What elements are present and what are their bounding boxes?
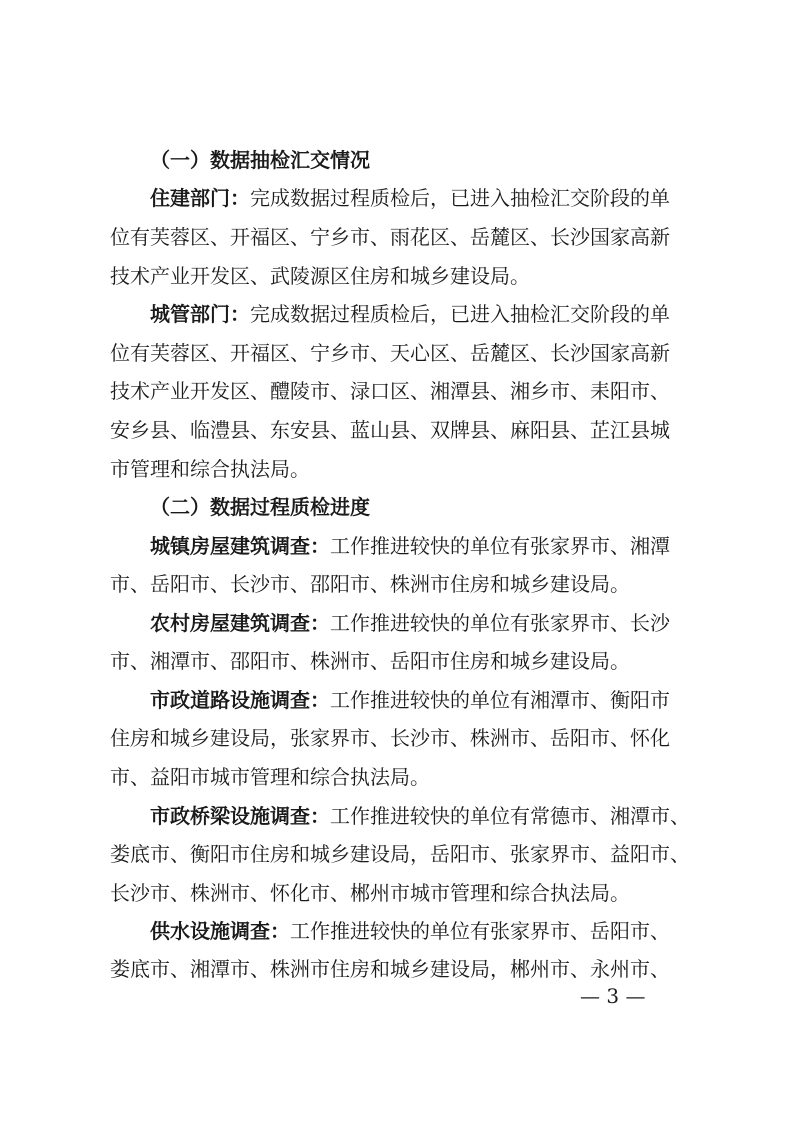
paragraph-text: 工作推进较快的单位有张家界市、岳阳市、	[290, 919, 670, 943]
paragraph-line: 位有芙蓉区、开福区、宁乡市、雨花区、岳麓区、长沙国家高新	[110, 225, 670, 249]
paragraph-label: 住建部门：	[150, 186, 250, 210]
paragraph-line: 位有芙蓉区、开福区、宁乡市、天心区、岳麓区、长沙国家高新	[110, 341, 670, 365]
paragraph-line: 娄底市、湘潭市、株洲市住房和城乡建设局，郴州市、永州市、	[110, 957, 670, 981]
paragraph-line: 市、湘潭市、邵阳市、株洲市、岳阳市住房和城乡建设局。	[110, 649, 630, 673]
paragraph-text: 完成数据过程质检后，已进入抽检汇交阶段的单	[250, 302, 670, 326]
paragraph-label: 供水设施调查：	[150, 919, 290, 943]
paragraph-text: 工作推进较快的单位有常德市、湘潭市、	[330, 804, 690, 828]
paragraph-line	[150, 532, 670, 560]
paragraph-text: 工作推进较快的单位有张家界市、湘潭	[330, 534, 670, 558]
section-heading-2: （二）数据过程质检进度	[150, 495, 370, 519]
paragraph-line: 市、益阳市城市管理和综合执法局。	[110, 765, 430, 789]
paragraph-line: 市管理和综合执法局。	[110, 457, 310, 481]
paragraph-line	[150, 300, 670, 328]
page-number: — 3 —	[580, 984, 646, 1008]
paragraph-text: 工作推进较快的单位有张家界市、长沙	[330, 611, 670, 635]
paragraph-line	[150, 609, 670, 637]
paragraph-label: 城管部门：	[150, 302, 250, 326]
paragraph-line	[150, 686, 670, 714]
paragraph-line: 长沙市、株洲市、怀化市、郴州市城市管理和综合执法局。	[110, 881, 630, 905]
paragraph-line	[150, 917, 670, 945]
paragraph-line: 技术产业开发区、醴陵市、渌口区、湘潭县、湘乡市、耒阳市、	[110, 379, 670, 403]
paragraph-line	[150, 184, 670, 212]
paragraph-line: 安乡县、临澧县、东安县、蓝山县、双牌县、麻阳县、芷江县城	[110, 418, 670, 442]
paragraph-line: 住房和城乡建设局，张家界市、长沙市、株洲市、岳阳市、怀化	[110, 726, 670, 750]
paragraph-line: 市、岳阳市、长沙市、邵阳市、株洲市住房和城乡建设局。	[110, 572, 630, 596]
paragraph-label: 市政桥梁设施调查：	[150, 804, 330, 828]
section-heading-1: （一）数据抽检汇交情况	[150, 148, 370, 172]
paragraph-text: 工作推进较快的单位有湘潭市、衡阳市	[330, 688, 670, 712]
paragraph-text: 完成数据过程质检后，已进入抽检汇交阶段的单	[250, 186, 670, 210]
paragraph-label: 城镇房屋建筑调查：	[150, 534, 330, 558]
paragraph-line: 技术产业开发区、武陵源区住房和城乡建设局。	[110, 264, 530, 288]
paragraph-line	[150, 802, 690, 830]
paragraph-line: 娄底市、衡阳市住房和城乡建设局，岳阳市、张家界市、益阳市、	[110, 842, 690, 866]
paragraph-label: 农村房屋建筑调查：	[150, 611, 330, 635]
paragraph-label: 市政道路设施调查：	[150, 688, 330, 712]
